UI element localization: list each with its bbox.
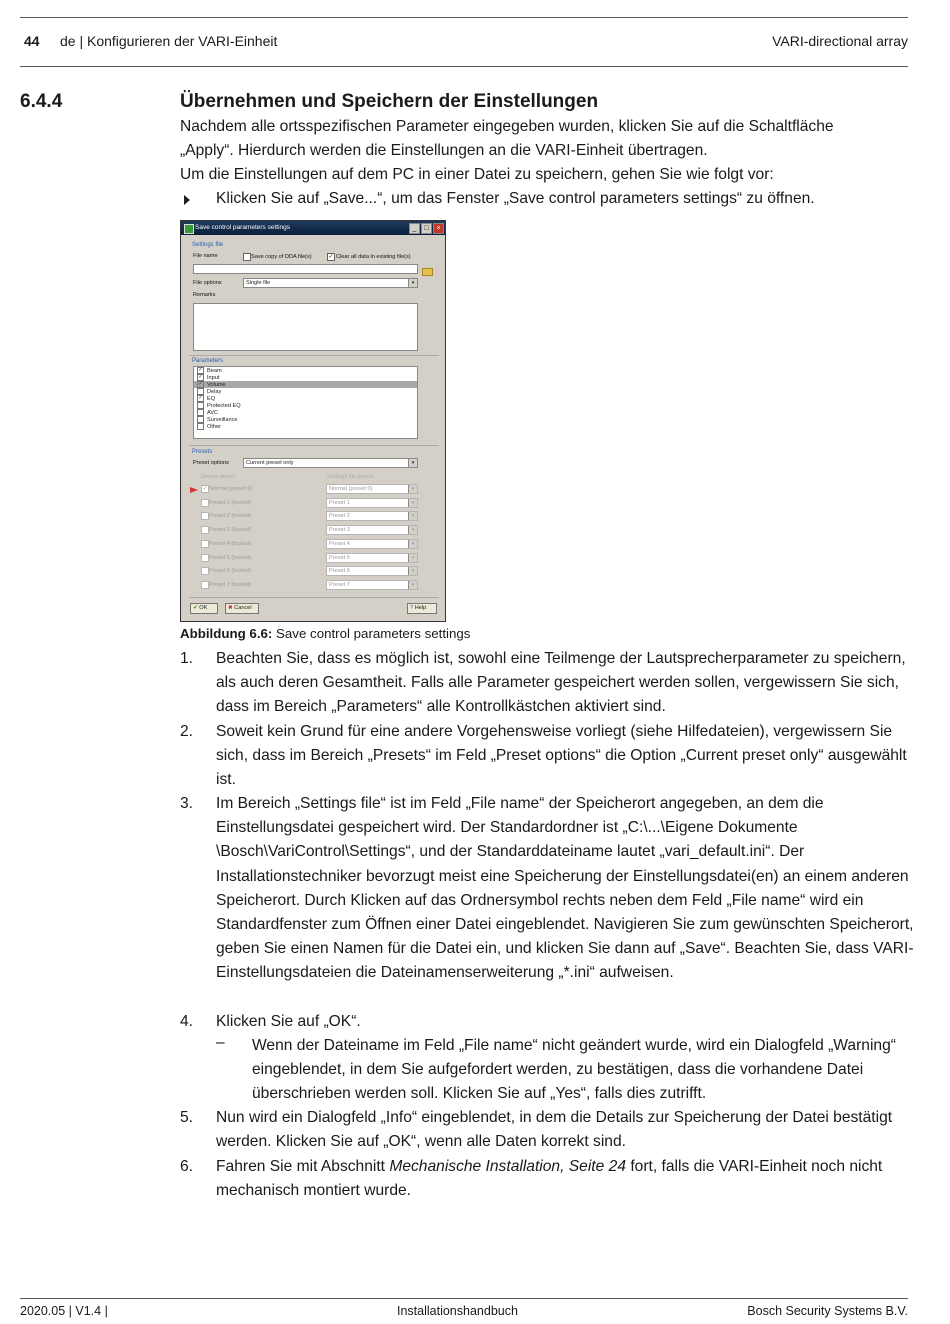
preset-options-value: Current preset only	[246, 460, 294, 466]
dialog-titlebar	[181, 221, 445, 235]
file-preset-select[interactable]	[326, 553, 418, 563]
param-label: AVC	[207, 409, 219, 416]
save-copy-checkbox[interactable]	[243, 253, 251, 261]
step-text: Beachten Sie, dass es möglich ist, sowohl eine Teilmenge der Lautsprecherparameter zu speichern, als auch deren Gesamtheit. Falls alle Parameter gespeichert werden sollen, vergewissern Sie sich, dass im Bereich „Parameters“ alle Kontrollkästchen aktiviert sind.	[216, 650, 906, 716]
file-preset-select[interactable]	[326, 580, 418, 590]
device-preset-label: Normal (preset 0)	[209, 486, 253, 492]
step-text: Im Bereich „Settings file“ ist im Feld „File name“ der Speicherort angegeben, an dem die Einstellungsdatei gespeichert wird. Der Standardordner ist „C:\...\Eigene Dokumente \Bosch\VariControl\Settings“, und der Standarddateiname lautet „vari_default.ini“. Der Installationstechniker bevorzugt meist eine Speicherung der Einstellungsdatei(en) an einem anderen Speicherort. Durch Klicken auf das Ordnersymbol rechts neben dem Feld „File name“ wird ein Standardfenster zum Öffnen einer Datei eingeblendet. Navigieren Sie zum gewünschten Speicherort, geben Sie einen Namen für die Datei ein, und klicken Sie dann auf „Save“. Beachten Sie, dass VARI-Einstellungsdateien die Dateinamenserweiterung „*.ini“ aufweisen.	[216, 795, 914, 982]
page-number: 44	[24, 33, 40, 49]
chevron-down-icon: ▾	[408, 459, 417, 467]
intro-paragraph-2: Um die Einstellungen auf dem PC in einer Datei zu speichern, gehen Sie wie folgt vor:	[180, 166, 774, 183]
file-name-label: File name	[193, 253, 218, 259]
separator	[189, 597, 439, 598]
param-checkbox[interactable]: ✓	[198, 367, 203, 373]
folder-icon[interactable]	[422, 268, 433, 276]
device-preset-header: Device preset	[201, 474, 236, 480]
param-checkbox[interactable]	[197, 409, 204, 416]
step-number: 6.	[180, 1158, 194, 1175]
file-preset-select[interactable]	[326, 511, 418, 521]
param-row[interactable]	[194, 381, 417, 388]
file-preset-value: Preset 1	[329, 499, 350, 506]
header-bottom-rule	[20, 66, 908, 67]
chevron-down-icon: ▾	[408, 526, 417, 534]
device-preset-label: Preset 4 (locked)	[209, 540, 252, 547]
preset-options-select[interactable]	[243, 458, 418, 468]
param-row[interactable]	[194, 388, 417, 395]
remarks-textarea[interactable]	[193, 303, 418, 351]
param-row[interactable]	[194, 423, 417, 430]
file-preset-value: Preset 7	[329, 581, 350, 588]
help-button[interactable]: ? Help	[407, 603, 437, 614]
param-label: Surveillance	[207, 416, 238, 423]
cancel-button[interactable]: ✖ Cancel	[225, 603, 259, 614]
chevron-down-icon: ▾	[408, 512, 417, 520]
file-preset-select[interactable]	[326, 498, 418, 508]
device-preset-checkbox[interactable]	[201, 567, 209, 575]
device-preset-checkbox[interactable]	[201, 526, 209, 534]
substep-dash: –	[216, 1034, 225, 1051]
step-text	[216, 1155, 910, 1203]
chevron-down-icon: ▾	[408, 279, 417, 287]
file-preset-select[interactable]	[326, 484, 418, 494]
chevron-down-icon: ▾	[408, 540, 417, 548]
file-preset-value: Normal (preset 0)	[329, 486, 373, 492]
param-label: Delay	[207, 388, 222, 395]
param-row[interactable]	[194, 395, 417, 402]
footer-document-type: Installationshandbuch	[397, 1304, 518, 1318]
app-icon	[184, 224, 194, 234]
red-arrow-icon	[190, 487, 198, 493]
device-preset-label: Preset 2 (locked)	[209, 513, 252, 520]
ok-button[interactable]: ✔ OK	[190, 603, 218, 614]
caption-text: Save control parameters settings	[276, 626, 471, 641]
chevron-down-icon: ▾	[408, 581, 417, 589]
chevron-down-icon: ▾	[408, 567, 417, 575]
bullet-arrow-icon	[184, 195, 190, 205]
intro-line-2: „Apply“. Hierdurch werden die Einstellungen an die VARI-Einheit übertragen.	[180, 142, 708, 159]
param-label: Input	[207, 374, 220, 381]
dialog-screenshot	[180, 220, 446, 622]
device-preset-checkbox[interactable]	[201, 499, 209, 507]
step-number: 1.	[180, 650, 194, 667]
presets-group-label: Presets	[192, 449, 213, 455]
device-preset-checkbox[interactable]	[201, 512, 209, 520]
device-preset-checkbox[interactable]: ✓	[202, 486, 208, 492]
param-label: Beam	[207, 367, 222, 374]
maximize-icon[interactable]: □	[421, 223, 432, 234]
param-label: Protected EQ	[207, 402, 241, 409]
settings-file-preset-header: Settings file preset	[327, 474, 374, 480]
param-row[interactable]	[194, 409, 417, 416]
step-number: 5.	[180, 1109, 194, 1126]
file-preset-value: Preset 4	[329, 540, 350, 547]
file-name-input[interactable]	[193, 264, 418, 274]
device-preset-checkbox[interactable]	[201, 554, 209, 562]
parameters-group-label: Parameters	[192, 358, 224, 364]
param-checkbox[interactable]	[197, 416, 204, 423]
param-row[interactable]	[194, 367, 417, 374]
header-chapter: de | Konfigurieren der VARI-Einheit	[60, 33, 278, 49]
step-number: 2.	[180, 723, 194, 740]
remarks-label: Remarks	[193, 292, 216, 298]
param-checkbox[interactable]	[197, 402, 204, 409]
substep-text: Wenn der Dateiname im Feld „File name“ nicht geändert wurde, wird ein Dialogfeld „Warning“ eingeblendet, in dem Sie aufgefordert werden, zu bestätigen, dass die vorhandene Datei überschrieben werden soll. Klicken Sie auf „Yes“, falls dies zutrifft.	[252, 1037, 896, 1103]
file-preset-value: Preset 6	[329, 568, 350, 575]
close-icon[interactable]: ×	[433, 223, 444, 234]
param-label: Volume	[207, 381, 226, 388]
cross-reference-link[interactable]: Mechanische Installation, Seite 24	[389, 1158, 626, 1175]
footer-company: Bosch Security Systems B.V.	[747, 1304, 908, 1318]
dialog-title: Save control parameters settings	[195, 224, 291, 231]
settings-file-group-label: Settings file	[192, 242, 224, 248]
step-number: 4.	[180, 1013, 194, 1030]
device-preset-checkbox[interactable]	[201, 581, 209, 589]
param-checkbox[interactable]	[197, 388, 204, 395]
device-preset-label: Preset 1 (locked)	[209, 499, 252, 506]
param-label: Other	[207, 423, 221, 430]
file-preset-select[interactable]	[326, 566, 418, 576]
device-preset-label: Preset 3 (locked)	[209, 527, 252, 534]
separator	[189, 445, 439, 446]
file-preset-value: Preset 3	[329, 527, 350, 534]
section-title: Übernehmen und Speichern der Einstellungen	[180, 91, 599, 112]
device-preset-checkbox[interactable]	[201, 540, 209, 548]
param-checkbox[interactable]: ✓	[198, 374, 203, 380]
step-text: Klicken Sie auf „OK“.	[216, 1013, 361, 1030]
step-text: Nun wird ein Dialogfeld „Info“ eingeblendet, in dem die Details zur Speicherung der Datei bestätigt werden. Klicken Sie auf „OK“, wenn alle Daten korrekt sind.	[216, 1109, 893, 1151]
step-text-after: fort, falls die VARI-Einheit noch nicht mechanisch montiert wurde.	[216, 1158, 883, 1200]
device-preset-label: Preset 7 (locked)	[209, 581, 252, 588]
footer-rule	[20, 1298, 908, 1299]
separator	[189, 355, 439, 356]
footer-version: 2020.05 | V1.4 |	[20, 1304, 108, 1318]
param-label: EQ	[207, 395, 216, 402]
device-preset-label: Preset 5 (locked)	[209, 554, 252, 561]
chevron-down-icon: ▾	[408, 499, 417, 507]
param-row[interactable]	[194, 374, 417, 381]
figure-caption	[180, 626, 470, 641]
file-options-select[interactable]	[243, 278, 418, 288]
intro-line-1: Nachdem alle ortsspezifischen Parameter eingegeben wurden, klicken Sie auf die Schaltfläche	[180, 118, 834, 135]
file-preset-select[interactable]	[326, 539, 418, 549]
chevron-down-icon: ▾	[408, 554, 417, 562]
header-product: VARI-directional array	[772, 33, 908, 49]
save-copy-label: Save copy of DDA file(s)	[251, 254, 312, 260]
param-row[interactable]	[194, 402, 417, 409]
preset-options-label: Preset options	[193, 460, 229, 466]
step-text: Soweit kein Grund für eine andere Vorgehensweise vorliegt (siehe Hilfedateien), vergewissern Sie sich, dass im Bereich „Presets“ im Feld „Preset options“ die Option „Current preset only“ ausgewählt ist.	[216, 723, 907, 789]
file-options-value: Single file	[246, 280, 271, 286]
clear-all-checkbox[interactable]: ✓	[328, 254, 334, 260]
param-row[interactable]	[194, 416, 417, 423]
chevron-down-icon: ▾	[408, 485, 417, 493]
bullet-text: Klicken Sie auf „Save...“, um das Fenster „Save control parameters settings“ zu öffnen.	[216, 190, 815, 207]
device-preset-label: Preset 6 (locked)	[209, 568, 252, 575]
file-options-label: File options	[193, 280, 222, 286]
clear-all-label: Clear all data in existing file(s)	[336, 254, 411, 260]
header-top-rule	[20, 17, 908, 18]
minimize-icon[interactable]: _	[409, 223, 420, 234]
param-checkbox[interactable]: ✓	[198, 381, 203, 387]
file-preset-value: Preset 5	[329, 554, 350, 561]
param-checkbox[interactable]	[197, 423, 204, 430]
file-preset-select[interactable]	[326, 525, 418, 535]
step-number: 3.	[180, 795, 194, 812]
file-preset-value: Preset 2	[329, 513, 350, 520]
param-checkbox[interactable]: ✓	[198, 395, 203, 401]
section-number: 6.4.4	[20, 91, 63, 112]
caption-label: Abbildung 6.6:	[180, 626, 273, 641]
parameters-list[interactable]	[193, 366, 418, 439]
step-text-before: Fahren Sie mit Abschnitt	[216, 1158, 390, 1175]
